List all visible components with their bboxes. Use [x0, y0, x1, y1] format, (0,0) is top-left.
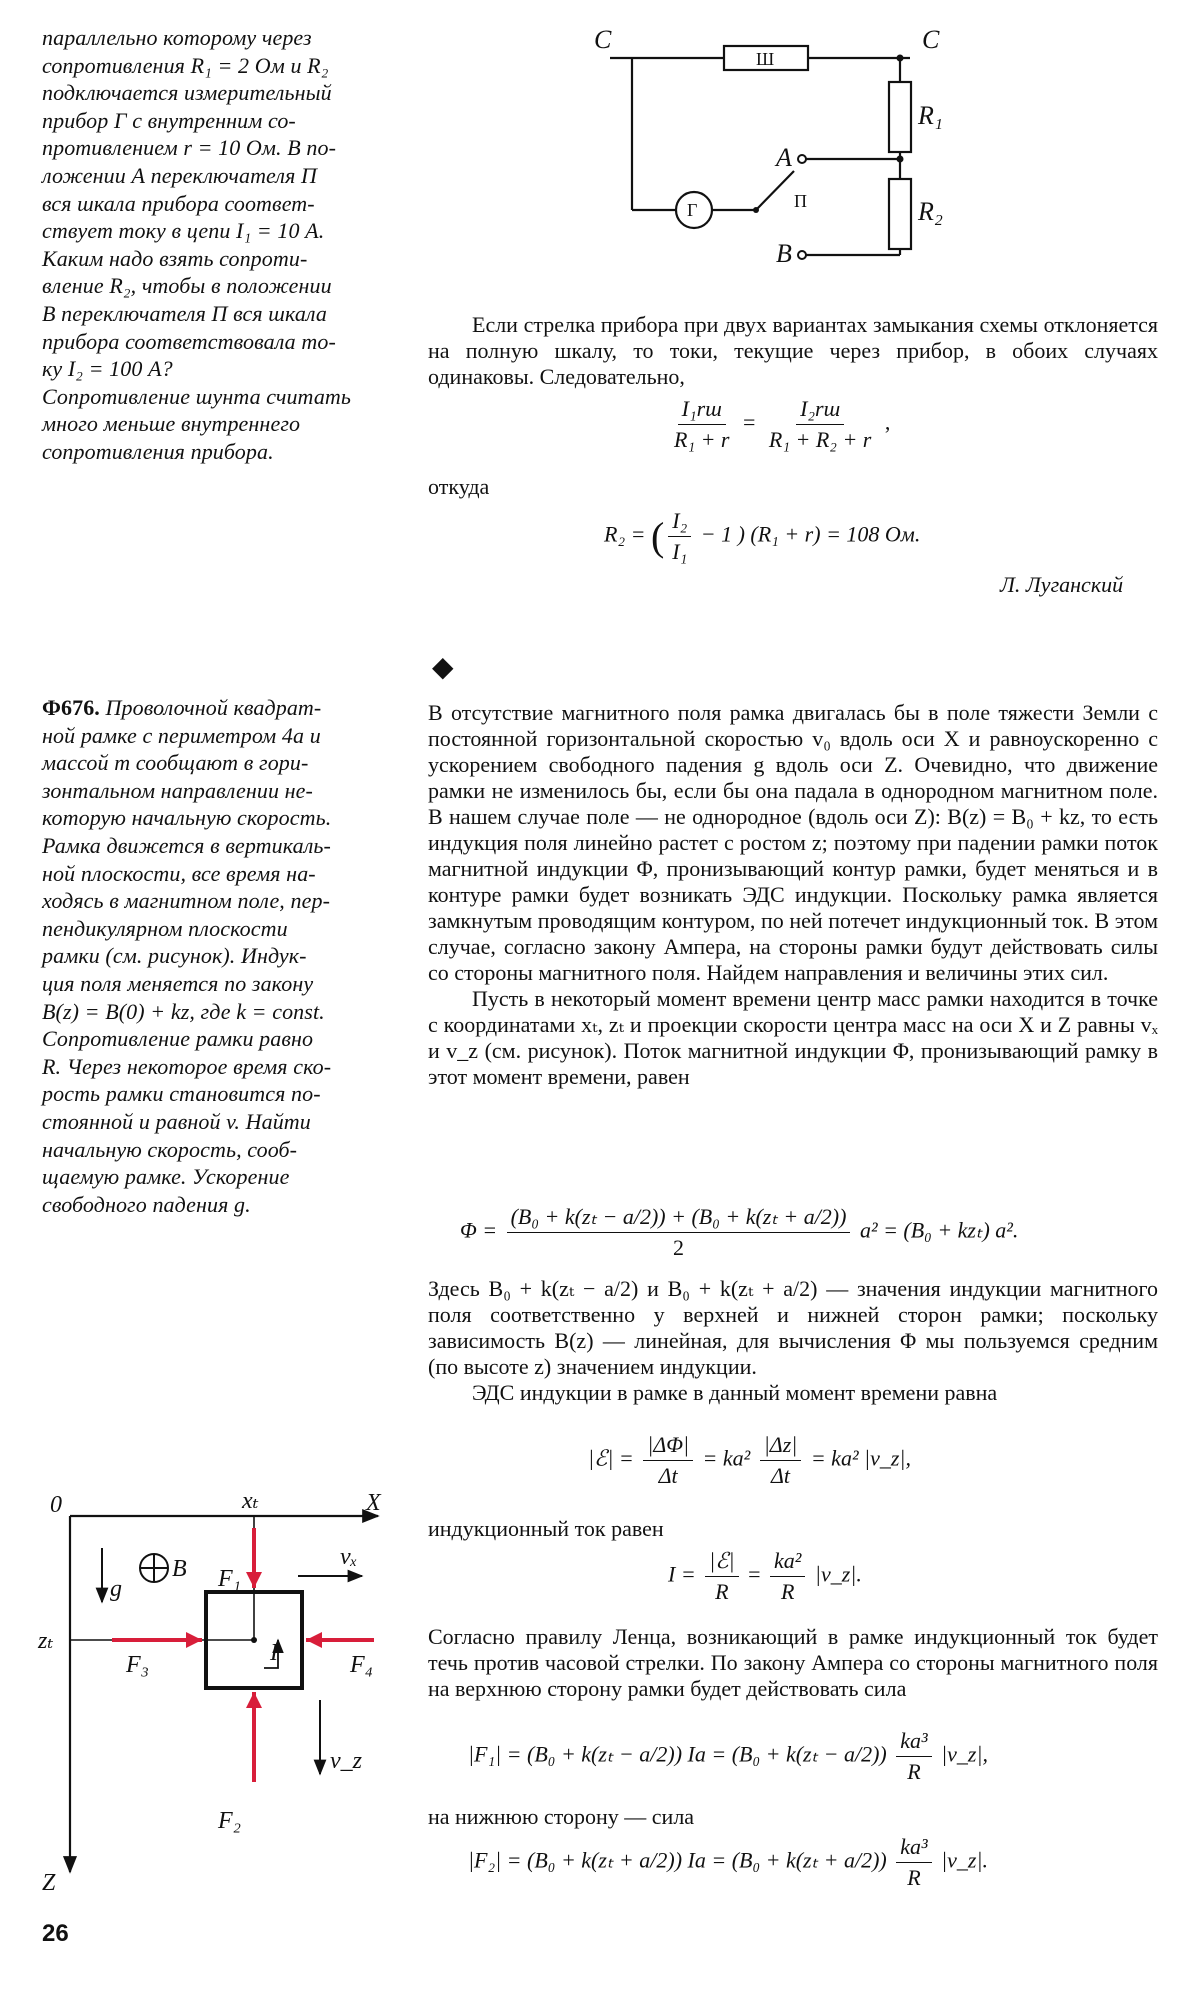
prev-problem-line: ку I₂ = 100 А? — [42, 356, 173, 382]
solution-676-para3: Здесь B₀ + k(zₜ − a/2) и B₀ + k(zₜ + a/2) — значения индукции магнитного поля соответственно у верхней и нижней сторон рамки; поскольку зависимость B(z) — линейная, для вычисления Φ мы пользуемся средним (по высоте z) значением индукции. — [428, 1276, 1158, 1379]
problem-676-line: пендикулярном плоскости — [42, 915, 288, 941]
eq-emf-den1: Δt — [658, 1463, 678, 1488]
eq-f1-frac — [896, 1728, 931, 1785]
frame-figure — [28, 1490, 398, 1890]
prev-problem-line: сопротивления R₁ = 2 Ом и R₂ — [42, 52, 329, 78]
eq1-den-left: R₁ + r — [674, 427, 730, 452]
force-f1-arrow-head — [246, 1572, 262, 1588]
prev-problem-line: прибора соответствовала то- — [42, 328, 336, 354]
eq1-comma: , — [884, 409, 891, 435]
eq-f2-left: |F₂| = (B₀ + k(zₜ + a/2)) Ia = (B₀ + k(zₜ + a/2)) — [468, 1847, 887, 1873]
eq-i-right: |v_z|. — [814, 1561, 862, 1587]
label-f3: F₃ — [126, 1652, 150, 1678]
r1-resistor — [889, 82, 911, 152]
label-vx: vₓ — [340, 1544, 358, 1570]
solution-676-para2: Пусть в некоторый момент времени центр масс рамки находится в точке с координатами xₜ, zₜ и проекции скорости центра масс на оси X и Z равны vₓ и v_z (см. рисунок). Поток магнитной индукции Φ, пронизывающий рамку в этот момент времени, равен — [428, 986, 1158, 1089]
prev-problem-line: противлением r = 10 Ом. В по- — [42, 135, 337, 161]
circuit-diagram — [580, 24, 980, 274]
equation-currents — [666, 396, 890, 453]
label-axis-x: X — [366, 1490, 381, 1516]
eq2-num: I₂ — [668, 508, 691, 537]
problem-676-line — [42, 694, 392, 722]
problem-676-line: ция поля меняется по закону — [42, 970, 314, 996]
problem-676-line: рамки (см. рисунок). Индук- — [42, 943, 307, 969]
label-b: B — [172, 1556, 187, 1582]
eq-f1-den: R — [907, 1759, 921, 1784]
label-shunt: Ш — [756, 49, 775, 69]
eq-f1-right: |v_z|, — [941, 1741, 989, 1767]
solution-676-para6: Согласно правилу Ленца, возникающий в рамке индукционный ток будет течь против часовой стрелки. По закону Ампера со стороны магнитного поля на верхнюю сторону рамки будет действовать сила — [428, 1624, 1158, 1701]
eq-f2-frac — [896, 1834, 931, 1891]
solution-676-block1 — [428, 700, 1158, 1090]
label-vz: v_z — [330, 1748, 362, 1774]
eq-emf-left: |ℰ| = — [588, 1445, 634, 1471]
label-axis-z: Z — [42, 1870, 56, 1890]
switch-pivot-dot — [753, 207, 759, 213]
label-zt: zₜ — [38, 1628, 54, 1654]
prev-problem-line: Каким надо взять сопроти- — [42, 245, 308, 271]
problem-676-line: щаемую рамке. Ускорение — [42, 1164, 290, 1190]
problem-676-text — [42, 694, 392, 1218]
solution-676-para5: индукционный ток равен — [428, 1516, 664, 1541]
prev-problem-line: ствует току в цепи I₁ = 10 А. — [42, 218, 325, 244]
center-dot — [251, 1637, 257, 1643]
eq-emf-num2: |Δz| — [760, 1432, 802, 1461]
eq-emf-den2: Δt — [771, 1463, 791, 1488]
eq1-num-left: I₁rш — [678, 396, 726, 425]
terminal-b — [798, 251, 806, 259]
prev-problem-line: параллельно которому через — [42, 25, 312, 50]
junction-dot-top — [897, 55, 904, 62]
eq-emf-frac2 — [760, 1432, 802, 1489]
eq-emf-mid: = ka² — [702, 1445, 751, 1471]
prev-problem-line: В переключателя П вся шкала — [42, 300, 327, 326]
label-f2: F₂ — [218, 1808, 242, 1834]
eq-i-equals: = — [748, 1561, 761, 1587]
problem-676-line: Сопротивление рамки равно — [42, 1026, 314, 1052]
solution-676-para7: на нижнюю сторону — сила — [428, 1804, 695, 1829]
eq-phi-left: Φ = — [460, 1217, 498, 1243]
solution-676-para1: В отсутствие магнитного поля рамка двигалась бы в поле тяжести Земли с постоянной горизонтальной скоростью v₀ вдоль оси X и равноускоренно с ускорением свободного падения g вдоль оси Z. Очевидно, что движение рамки не изменилось бы, если бы она падала в однородном магнитном поле. В нашем случае поле — не однородное (вдоль оси Z): B(z) = B₀ + kz, то есть индукция поля линейно растет с ростом z; поэтому при падении рамки поток магнитной индукции Φ, пронизывающий контур рамки, будет меняться и в контуре рамки будет возникать ЭДС индукции. Поскольку рамка является замкнутым проводящим контуром, по ней потечет индукционный ток. В этом случае, согласно закону Ампера, на стороны рамки будут действовать силы со стороны магнитного поля. Найдем направления и величины этих сил. — [428, 700, 1158, 985]
equation-emf — [588, 1432, 911, 1489]
solution-676-block3 — [428, 1624, 1158, 1702]
problem-676-line-text: Проволочной квадрат- — [105, 695, 322, 720]
equation-r2: R₂ = ( $\frac{\text{I₂}}{\text{I₁}}$ − 1 ) (R₁ + r) = 108 Ом. — [604, 508, 921, 564]
label-f1: F₁ — [218, 1566, 242, 1592]
problem-676-tag: Ф676. — [42, 695, 100, 720]
eq-i-den2: R — [780, 1579, 795, 1604]
label-galvanometer: Г — [687, 200, 698, 220]
equation-force2 — [468, 1834, 988, 1891]
problem-676-line: рость рамки становится по- — [42, 1081, 321, 1107]
prev-solution-text: Если стрелка прибора при двух вариантах замыкания схемы отклоняется на полную шкалу, то токи, текущие через прибор, в обоих случаях одинаковы. Следовательно, — [428, 312, 1158, 389]
label-r2: R₂ — [918, 197, 943, 226]
prev-problem-line: много меньше внутреннего — [42, 411, 301, 437]
equation-flux — [460, 1204, 1018, 1261]
terminal-a — [798, 155, 806, 163]
author-signature: Л. Луганский — [1000, 572, 1124, 597]
problem-676-line: B(z) = B(0) + kz, где k = const. — [42, 998, 325, 1024]
force-f4-arrow-head — [306, 1632, 322, 1648]
label-g: g — [110, 1576, 122, 1602]
label-b: B — [776, 239, 792, 268]
problem-676-line: ной рамке с периметром 4a и — [42, 722, 321, 748]
prev-problem-line: подключается измерительный — [42, 80, 332, 106]
eq-i-den1: R — [715, 1579, 729, 1604]
equation-current — [668, 1548, 862, 1605]
eq-i-num1: |ℰ| — [705, 1548, 738, 1577]
otkuda-text: откуда — [428, 474, 490, 499]
eq-f2-num: ka³ — [896, 1834, 931, 1863]
eq-phi-frac — [507, 1204, 851, 1261]
label-c-left: C — [594, 25, 612, 54]
problem-676-line: R. Через некоторое время ско- — [42, 1053, 332, 1079]
eq-i-frac2 — [770, 1548, 805, 1605]
solution-676-para4: ЭДС индукции в рамке в данный момент времени равна — [472, 1380, 998, 1405]
section-separator: ◆ — [432, 652, 454, 683]
problem-676-line: Рамка движется в вертикаль- — [42, 832, 331, 858]
eq2-den: I₁ — [672, 539, 688, 564]
prev-solution-para — [428, 312, 1158, 390]
force-f2-arrow-head — [246, 1692, 262, 1708]
label-c-right: C — [922, 25, 940, 54]
eq-i-num2: ka² — [770, 1548, 805, 1577]
eq-i-frac1 — [705, 1548, 738, 1605]
problem-676-line: массой m сообщают в гори- — [42, 750, 309, 776]
label-a: A — [776, 143, 792, 172]
prev-problem-line: сопротивления прибора. — [42, 438, 274, 464]
eq-emf-right: = ka² |v_z|, — [810, 1445, 911, 1471]
eq1-frac-right — [765, 396, 875, 453]
prev-problem-line: вся шкала прибора соответ- — [42, 190, 315, 216]
eq2-frac — [668, 508, 691, 565]
eq2-left: R₂ = — [604, 521, 646, 547]
eq-phi-num: (B₀ + k(zₜ − a/2)) + (B₀ + k(zₜ + a/2)) — [507, 1204, 851, 1233]
eq2-rest: − 1 ) (R₁ + r) = 108 Ом. — [700, 521, 921, 547]
r2-resistor — [889, 179, 911, 249]
label-origin: 0 — [50, 1492, 62, 1518]
label-switch: П — [794, 191, 807, 211]
eq1-equals: = — [743, 409, 756, 435]
label-current: I — [270, 1640, 278, 1666]
prev-problem-line: Сопротивление шунта считать — [42, 383, 352, 409]
prev-problem-line: прибор Г с внутренним со- — [42, 107, 296, 133]
page-number: 26 — [42, 1920, 69, 1947]
problem-676-line: ходясь в магнитном поле, пер- — [42, 888, 330, 914]
eq1-frac-left — [670, 396, 734, 453]
problem-676-line: свободного падения g. — [42, 1191, 251, 1217]
eq1-den-right: R₁ + R₂ + r — [768, 427, 872, 452]
solution-676-block2 — [428, 1276, 1158, 1406]
eq-f2-den: R — [907, 1865, 921, 1890]
prev-problem-text — [42, 24, 392, 466]
eq-emf-num1: |ΔΦ| — [643, 1432, 693, 1461]
eq-f1-left: |F₁| = (B₀ + k(zₜ − a/2)) Ia = (B₀ + k(zₜ − a/2)) — [468, 1741, 887, 1767]
equation-force1 — [468, 1728, 988, 1785]
switch-blade — [756, 171, 794, 210]
eq-phi-den: 2 — [673, 1235, 685, 1260]
problem-676-line: стоянной и равной v. Найти — [42, 1108, 311, 1134]
eq-i-left: I = — [668, 1561, 696, 1587]
eq1-num-right: I₂rш — [796, 396, 844, 425]
eq-emf-frac1 — [643, 1432, 693, 1489]
junction-dot-a — [897, 156, 904, 163]
prev-problem-line: ложении А переключателя П — [42, 162, 317, 188]
eq-f1-num: ka³ — [896, 1728, 931, 1757]
prev-problem-line: вление R₂, чтобы в положении — [42, 273, 332, 299]
problem-676-line: ной плоскости, все время на- — [42, 860, 316, 886]
label-xt: xₜ — [242, 1490, 259, 1514]
eq-f2-right: |v_z|. — [941, 1847, 989, 1873]
force-f3-arrow-head — [186, 1632, 202, 1648]
problem-676-line: которую начальную скорость. — [42, 805, 332, 831]
problem-676-line: зонтальном направлении не- — [42, 777, 313, 803]
label-r1: R₁ — [918, 101, 943, 130]
eq-phi-right: a² = (B₀ + kzₜ) a². — [859, 1217, 1019, 1243]
problem-676-line: начальную скорость, сооб- — [42, 1136, 298, 1162]
label-f4: F₄ — [350, 1652, 374, 1678]
